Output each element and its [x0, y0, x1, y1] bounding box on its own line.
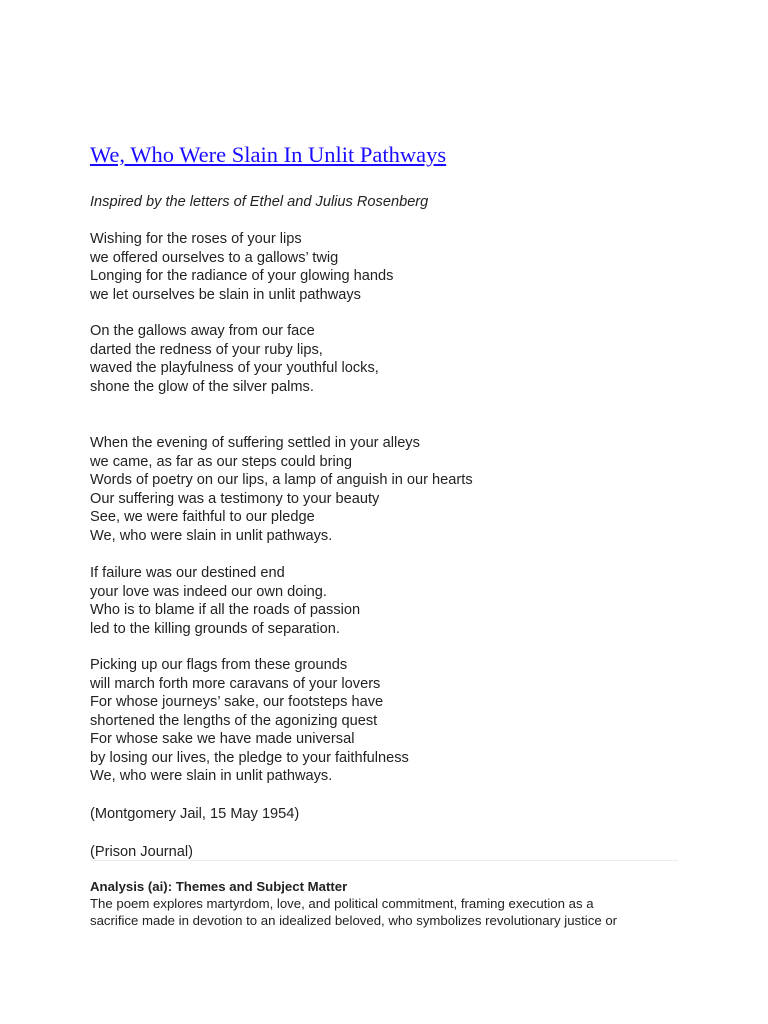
- poem-line: On the gallows away from our face: [90, 323, 315, 339]
- poem-line: we came, as far as our steps could bring: [90, 453, 353, 470]
- stanza-1: [90, 230, 393, 304]
- poem-line: we offered ourselves to a gallows’ twig: [90, 249, 339, 266]
- poem-line: shone the glow of the silver palms.: [90, 378, 314, 395]
- poem-subtitle: Inspired by the letters of Ethel and Julius Rosenberg: [90, 194, 429, 210]
- poem-line: Words of poetry on our lips, a lamp of anguish in our hearts: [90, 472, 473, 488]
- analysis-body: [90, 895, 680, 929]
- poem-line: See, we were faithful to our pledge: [90, 509, 315, 525]
- poem-line: Longing for the radiance of your glowing hands: [90, 268, 394, 284]
- poem-line: we let ourselves be slain in unlit pathways: [90, 286, 361, 303]
- stanza-3: [90, 434, 473, 545]
- section-divider: [90, 860, 678, 861]
- poem-line: led to the killing grounds of separation.: [90, 620, 340, 637]
- poem-line: waved the playfulness of your youthful locks,: [90, 360, 379, 376]
- poem-line: We, who were slain in unlit pathways.: [90, 768, 333, 784]
- stanza-5: [90, 656, 409, 786]
- poem-line: For whose sake we have made universal: [90, 731, 355, 747]
- poem-line: by losing our lives, the pledge to your faithfulness: [90, 749, 409, 766]
- poem-line: Our suffering was a testimony to your beauty: [90, 490, 380, 507]
- poem-line: darted the redness of your ruby lips,: [90, 341, 323, 358]
- poem-place-date: (Montgomery Jail, 15 May 1954): [90, 806, 300, 822]
- stanza-4: [90, 564, 360, 638]
- analysis-line: sacrifice made in devotion to an idealized beloved, who symbolizes revolutionary justice or: [90, 913, 618, 928]
- poem-line: Wishing for the roses of your lips: [90, 231, 302, 247]
- poem-line: Who is to blame if all the roads of passion: [90, 602, 361, 618]
- poem-line: your love was indeed our own doing.: [90, 583, 327, 600]
- analysis-heading: Analysis (ai): Themes and Subject Matter: [90, 879, 348, 894]
- poem-line: For whose journeys’ sake, our footsteps have: [90, 694, 384, 710]
- stanza-2: [90, 322, 379, 396]
- poem-line: We, who were slain in unlit pathways.: [90, 527, 333, 544]
- poem-line: If failure was our destined end: [90, 565, 285, 581]
- poem-title-link[interactable]: We, Who Were Slain In Unlit Pathways: [90, 142, 447, 167]
- poem-line: shortened the lengths of the agonizing quest: [90, 712, 378, 729]
- poem-title: [90, 141, 446, 169]
- poem-source: (Prison Journal): [90, 844, 194, 860]
- poem-line: Picking up our flags from these grounds: [90, 657, 348, 673]
- analysis-line: The poem explores martyrdom, love, and political commitment, framing execution as a: [90, 896, 594, 911]
- poem-line: When the evening of suffering settled in your alleys: [90, 435, 420, 451]
- poem-line: will march forth more caravans of your lovers: [90, 675, 381, 692]
